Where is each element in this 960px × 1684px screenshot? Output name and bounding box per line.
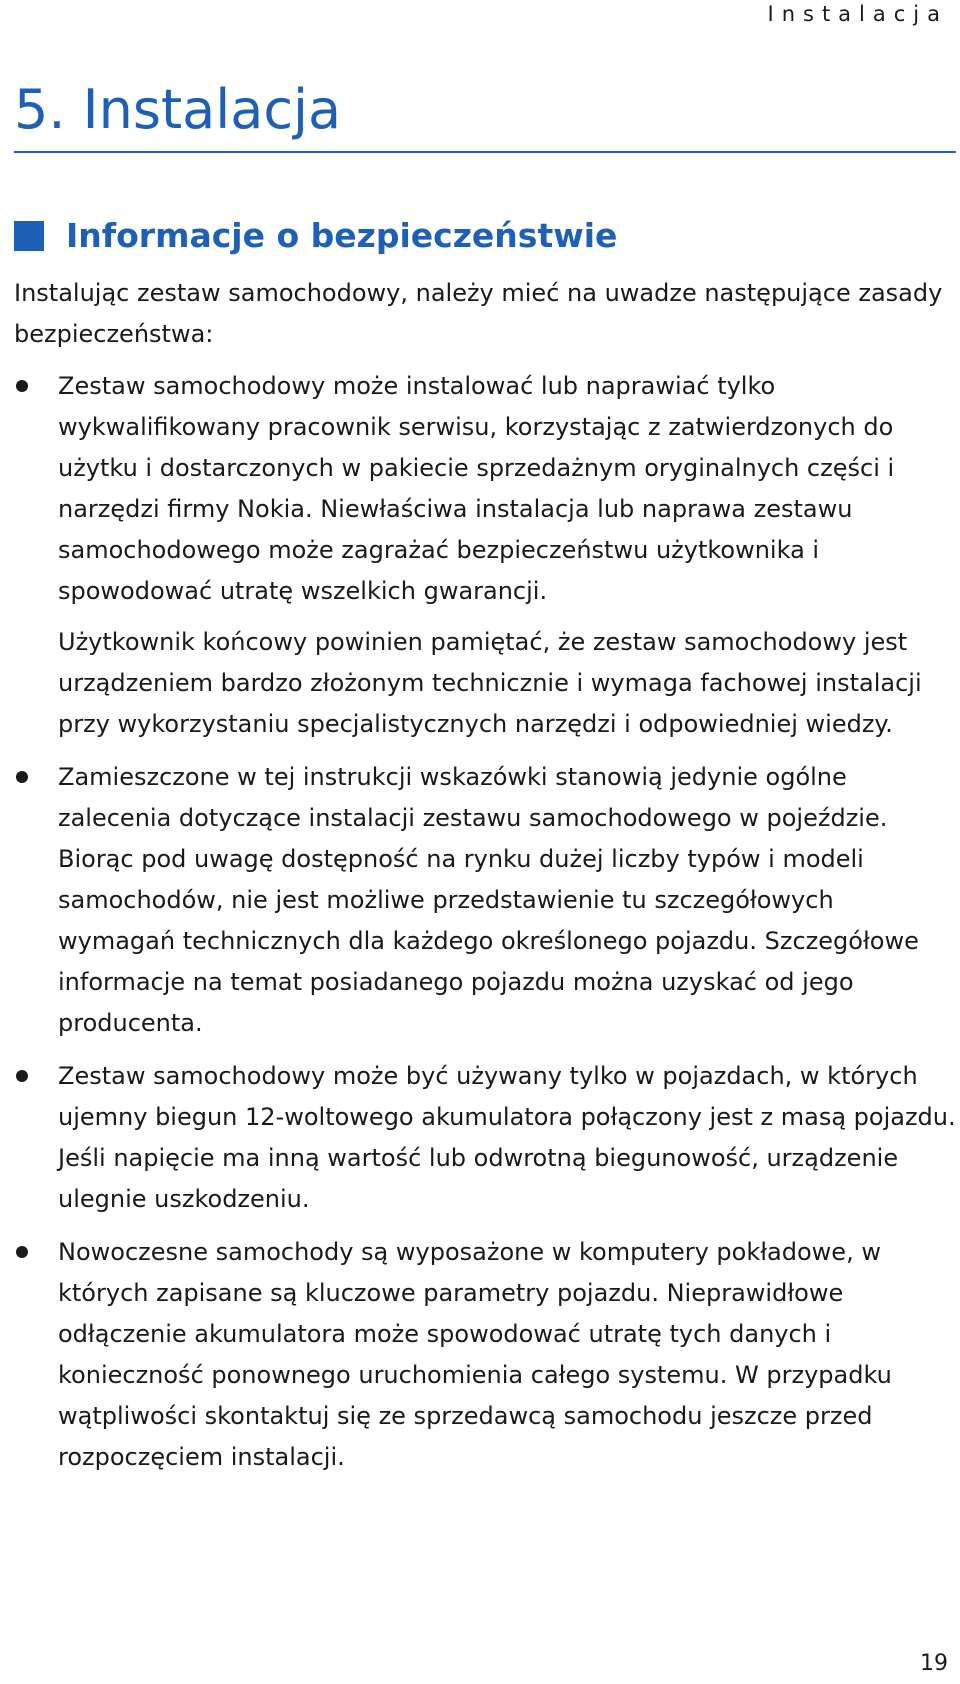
- bullet-icon: [16, 1246, 28, 1258]
- section-heading: [14, 216, 617, 255]
- bullet-item-onboard-computers: [14, 1232, 956, 1478]
- page-number: 19: [920, 1651, 948, 1676]
- section-heading-text: Informacje o bezpieczeństwie: [66, 216, 618, 255]
- document-body: [14, 273, 956, 1490]
- bullet-paragraph: Nowoczesne samochody są wyposażone w komputery pokładowe, w których zapisane są kluczowe parametry pojazdu. Nieprawidłowe odłączenie akumulatora może spowodować utratę tych danych i konieczność ponownego uruchomienia całego systemu. W przypadku wątpliwości skontaktuj się ze sprzedawcą samochodu jeszcze przed rozpoczęciem instalacji.: [58, 1238, 892, 1471]
- section-square-icon: [14, 221, 44, 251]
- safety-bullet-list: [14, 366, 956, 1478]
- bullet-paragraph: Zamieszczone w tej instrukcji wskazówki stanowią jedynie ogólne zalecenia dotyczące instalacji zestawu samochodowego w pojeździe. Biorąc pod uwagę dostępność na rynku dużej liczby typów i modeli samochodów, nie jest możliwe przedstawienie tu szczegółowych wymagań technicznych dla każdego określonego pojazdu. Szczegółowe informacje na temat posiadanego pojazdu można uzyskać od jego producenta.: [58, 763, 919, 1037]
- bullet-icon: [16, 771, 28, 783]
- intro-paragraph: Instalując zestaw samochodowy, należy mieć na uwadze następujące zasady bezpieczeństwa:: [14, 279, 943, 348]
- bullet-paragraph: Zestaw samochodowy może instalować lub naprawiać tylko wykwalifikowany pracownik serwisu, korzystając z zatwierdzonych do użytku i dostarczonych w pakiecie sprzedażnym oryginalnych części i narzędzi firmy Nokia. Niewłaściwa instalacja lub naprawa zestawu samochodowego może zagrażać bezpieczeństwu użytkownika i spowodować utratę wszelkich gwarancji.: [58, 372, 895, 605]
- bullet-paragraph: Zestaw samochodowy może być używany tylko w pojazdach, w których ujemny biegun 12-woltowego akumulatora połączony jest z masą pojazdu. Jeśli napięcie ma inną wartość lub odwrotną biegunowość, urządzenie ulegnie uszkodzeniu.: [58, 1062, 956, 1213]
- bullet-item-general-guidelines: [14, 757, 956, 1044]
- bullet-item-battery-polarity: [14, 1056, 956, 1220]
- bullet-icon: [16, 1070, 28, 1082]
- bullet-icon: [16, 380, 28, 392]
- chapter-divider: [14, 151, 956, 153]
- bullet-paragraph: Użytkownik końcowy powinien pamiętać, że zestaw samochodowy jest urządzeniem bardzo złożonym technicznie i wymaga fachowej instalacji przy wykorzystaniu specjalistycznych narzędzi i odpowiedniej wiedzy.: [58, 628, 922, 738]
- bullet-item-qualified-installation: [14, 366, 956, 745]
- running-header: Instalacja: [767, 2, 948, 26]
- chapter-title: 5. Instalacja: [14, 78, 342, 141]
